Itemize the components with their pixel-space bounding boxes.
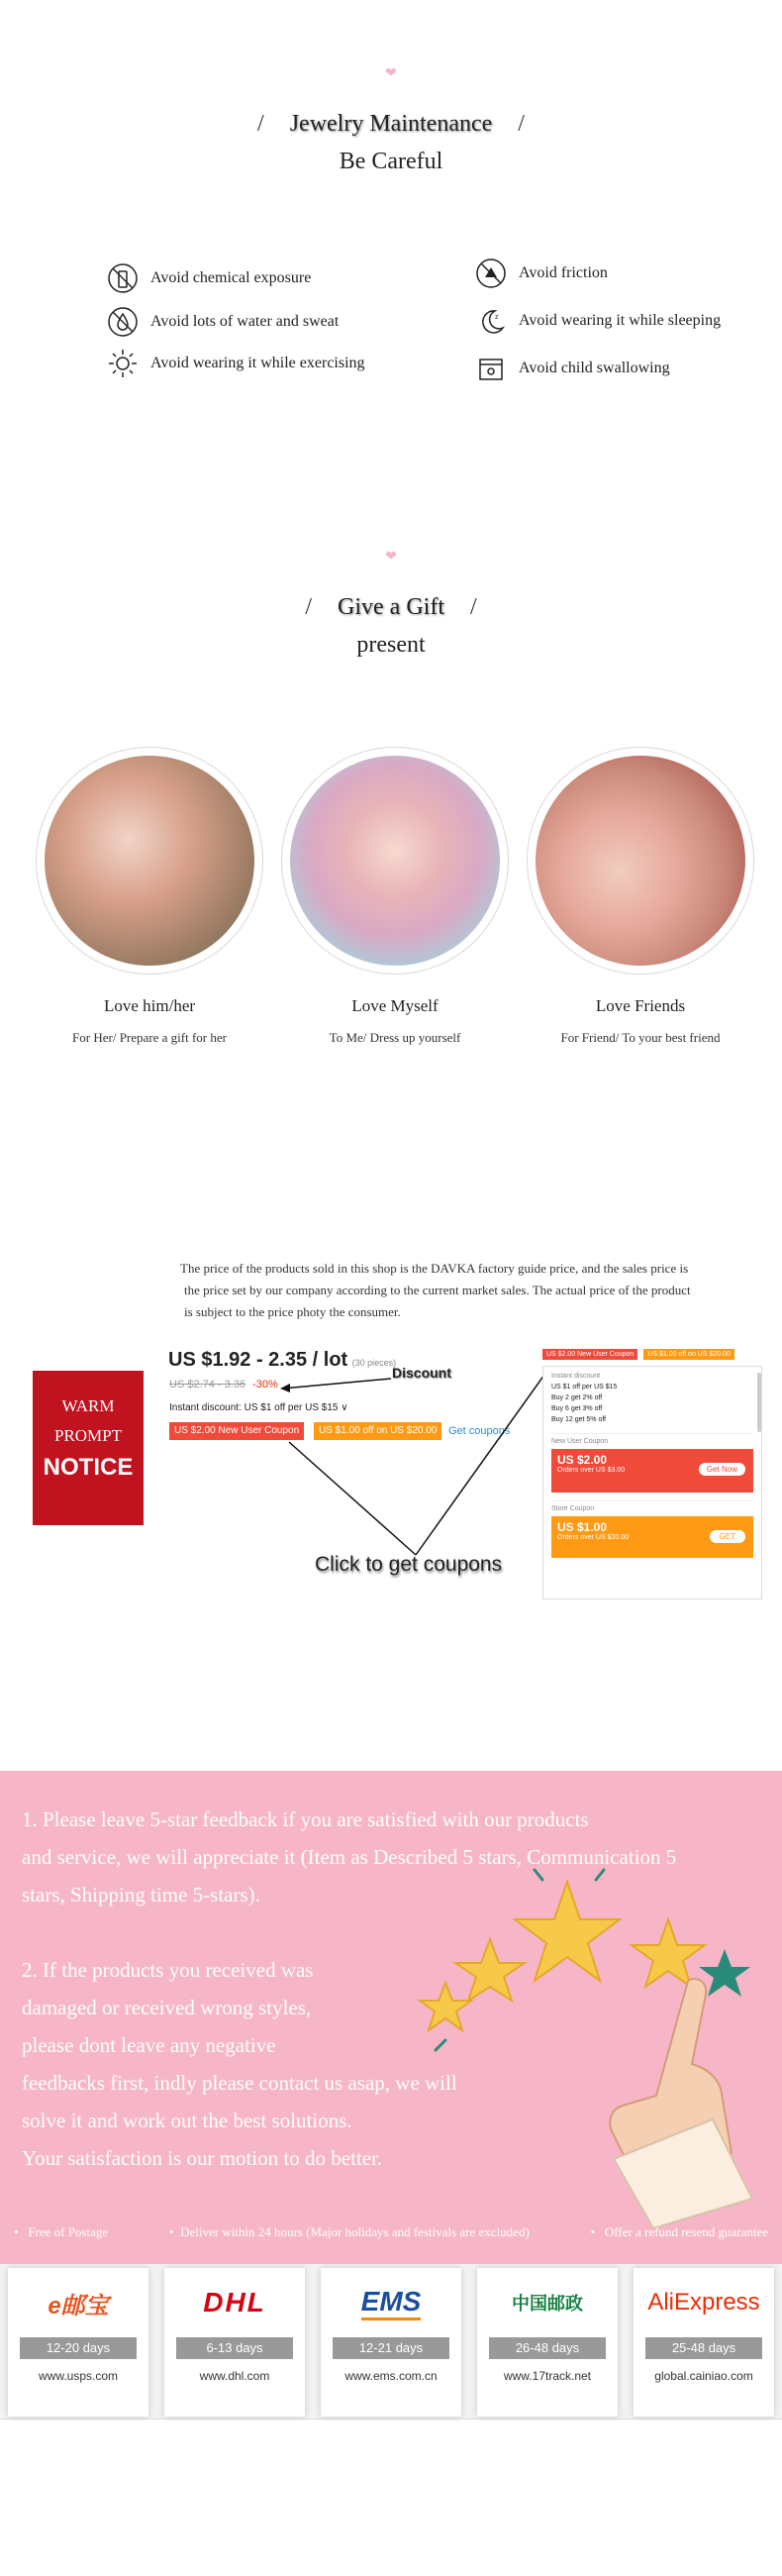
shipping-url[interactable]: www.17track.net — [503, 2369, 592, 2383]
panel-line: Buy 2 get 2% off — [551, 1394, 603, 1401]
coupon-amount: US $2.00 — [557, 1453, 608, 1467]
maintenance-title: Jewelry Maintenance — [289, 111, 493, 137]
shipping-url[interactable]: www.usps.com — [38, 2369, 119, 2383]
get-now-button[interactable]: Get Now — [699, 1463, 745, 1476]
svg-text:z: z — [495, 314, 499, 321]
shipping-days: 26-48 days — [489, 2337, 606, 2359]
notice-line: the price set by our company according to the current market sales. The actual price of the product — [184, 1283, 691, 1297]
aliexpress-logo-icon: AliExpress — [647, 2289, 760, 2316]
usps-logo-icon: e邮宝 — [48, 2292, 109, 2319]
care-label: Avoid child swallowing — [519, 360, 670, 376]
coupon-cond: Orders over US $20.00 — [557, 1534, 629, 1541]
care-label: Avoid chemical exposure — [150, 269, 312, 286]
gift-item-sub: For Friend/ To your best friend — [560, 1030, 721, 1045]
coupon-amount: US $1.00 — [557, 1520, 608, 1534]
old-price: US $2.74 - 3.36 — [169, 1379, 246, 1391]
feedback-line: please dont leave any negative — [22, 2033, 276, 2057]
guarantee-item: • Free of Postage — [14, 2224, 109, 2239]
panel-tab[interactable]: US $1.00 off on US $20.00 — [643, 1349, 734, 1360]
panel-line: Buy 6 get 3% off — [551, 1405, 603, 1412]
star-icon — [455, 1939, 525, 2001]
guarantee-item: • Offer a refund resend guarantee — [590, 2224, 768, 2239]
heart-icon: ❤ — [385, 550, 397, 565]
pieces: (30 pieces) — [351, 1358, 397, 1368]
discount-label: Discount — [392, 1365, 451, 1381]
badge-line: NOTICE — [43, 1454, 134, 1481]
stars-hand-illustration — [416, 1862, 782, 2228]
notice-line: The price of the products sold in this shop is the DAVKA factory guide price, and the sales price is — [180, 1261, 689, 1276]
feedback-line: solve it and work out the best solutions. — [22, 2109, 352, 2132]
coupon-panel — [542, 1349, 762, 1608]
badge-line: PROMPT — [53, 1426, 123, 1445]
guarantee-label: Free of Postage — [28, 2224, 109, 2239]
dhl-logo-icon: DHL — [203, 2287, 266, 2318]
shipping-url[interactable]: www.ems.com.cn — [344, 2369, 438, 2383]
shipping-card-usps — [8, 2268, 148, 2417]
care-label: Avoid lots of water and sweat — [150, 313, 340, 330]
discount-pct: -30% — [252, 1379, 278, 1391]
gift-subtitle: present — [356, 632, 426, 658]
gift-item-sub: For Her/ Prepare a gift for her — [72, 1030, 227, 1045]
coupon-pointer-line — [289, 1442, 416, 1555]
feedback-line: stars, Shipping time 5-stars). — [22, 1883, 260, 1906]
discount-arrowhead — [280, 1384, 290, 1392]
gift-item-title: Love him/her — [103, 996, 196, 1015]
get-coupons-link[interactable]: Get coupons — [448, 1425, 511, 1437]
panel-section-title: New User Coupon — [551, 1433, 753, 1445]
guarantee-item: • Deliver within 24 hours (Major holidays and festivals are excluded) — [169, 2224, 530, 2239]
shipping-url[interactable]: global.cainiao.com — [654, 2369, 753, 2383]
gift-item-title: Love Friends — [595, 996, 686, 1015]
shipping-days: 25-48 days — [645, 2337, 762, 2359]
notice-line: is subject to the price photy the consumer. — [184, 1304, 401, 1319]
guarantee-label: Offer a refund resend guarantee — [604, 2224, 768, 2239]
get-button[interactable]: GET — [710, 1530, 745, 1543]
star-icon — [515, 1882, 620, 1981]
instant-discount[interactable]: Instant discount: US $1 off per US $15 ∨ — [169, 1402, 348, 1413]
feedback-line: Your satisfaction is our motion to do better. — [22, 2146, 383, 2170]
shipping-card-aliexpress — [634, 2268, 774, 2417]
panel-line: Buy 12 get 5% off — [551, 1416, 607, 1423]
care-label: Avoid wearing it while sleeping — [519, 312, 722, 329]
star-icon — [420, 1983, 471, 2030]
panel-scrollbar[interactable] — [757, 1373, 761, 1432]
panel-line: US $1 off per US $15 — [551, 1384, 618, 1391]
shipping-url[interactable]: www.dhl.com — [199, 2369, 270, 2383]
heart-icon: ❤ — [385, 66, 397, 81]
coupon-cond: Orders over US $3.00 — [557, 1467, 626, 1474]
shipping-card-chinapost — [477, 2268, 618, 2417]
feedback-line: damaged or received wrong styles, — [22, 1996, 312, 2019]
chinapost-logo-icon: 中国邮政 — [512, 2294, 583, 2314]
maintenance-heading: / Jewelry Maintenance / — [257, 111, 525, 137]
badge-line: WARM — [61, 1396, 115, 1415]
feedback-line: 2. If the products you received was — [22, 1958, 314, 1982]
price: US $1.92 - 2.35 / lot — [168, 1349, 348, 1371]
shipping-card-ems — [321, 2268, 461, 2417]
panel-section-title: Instant discount — [551, 1373, 601, 1380]
discount-arrow — [282, 1379, 391, 1389]
click-to-get-coupons: Click to get coupons — [315, 1553, 503, 1576]
feedback-line: and service, we will appreciate it (Item as Described 5 stars, Communication 5 — [22, 1845, 677, 1869]
shipping-days: 12-20 days — [20, 2337, 137, 2359]
feedback-line: 1. Please leave 5-star feedback if you are satisfied with our products — [22, 1807, 589, 1831]
store-coupon-card — [551, 1516, 753, 1558]
care-label: Avoid friction — [519, 264, 608, 281]
panel-section-title: Store Coupon — [551, 1500, 753, 1512]
shipping-days: 6-13 days — [176, 2337, 293, 2359]
gift-title: Give a Gift — [338, 594, 444, 620]
gift-item-title: Love Myself — [351, 996, 439, 1015]
store-coupon-tag[interactable]: US $1.00 off on US $20.00 — [314, 1422, 441, 1440]
new-user-coupon-card — [551, 1449, 753, 1493]
care-label: Avoid wearing it while exercising — [150, 355, 365, 371]
coupon-pointer-line — [416, 1361, 554, 1555]
star-icon — [632, 1919, 705, 1987]
ems-logo-icon: EMS — [361, 2286, 422, 2320]
gift-heading: / Give a Gift / — [305, 594, 477, 620]
new-user-coupon-tag[interactable]: US $2.00 New User Coupon — [169, 1422, 304, 1440]
feedback-line: feedbacks first, indly please contact us asap, we will — [22, 2071, 457, 2095]
gift-item-sub: To Me/ Dress up yourself — [329, 1030, 461, 1045]
guarantee-row — [0, 2224, 782, 2240]
panel-tab[interactable]: US $2.00 New User Coupon — [542, 1349, 637, 1360]
maintenance-subtitle: Be Careful — [339, 149, 443, 174]
guarantee-label: Deliver within 24 hours (Major holidays and festivals are excluded) — [180, 2224, 530, 2239]
shipping-days: 12-21 days — [333, 2337, 449, 2359]
shipping-card-dhl — [164, 2268, 305, 2417]
